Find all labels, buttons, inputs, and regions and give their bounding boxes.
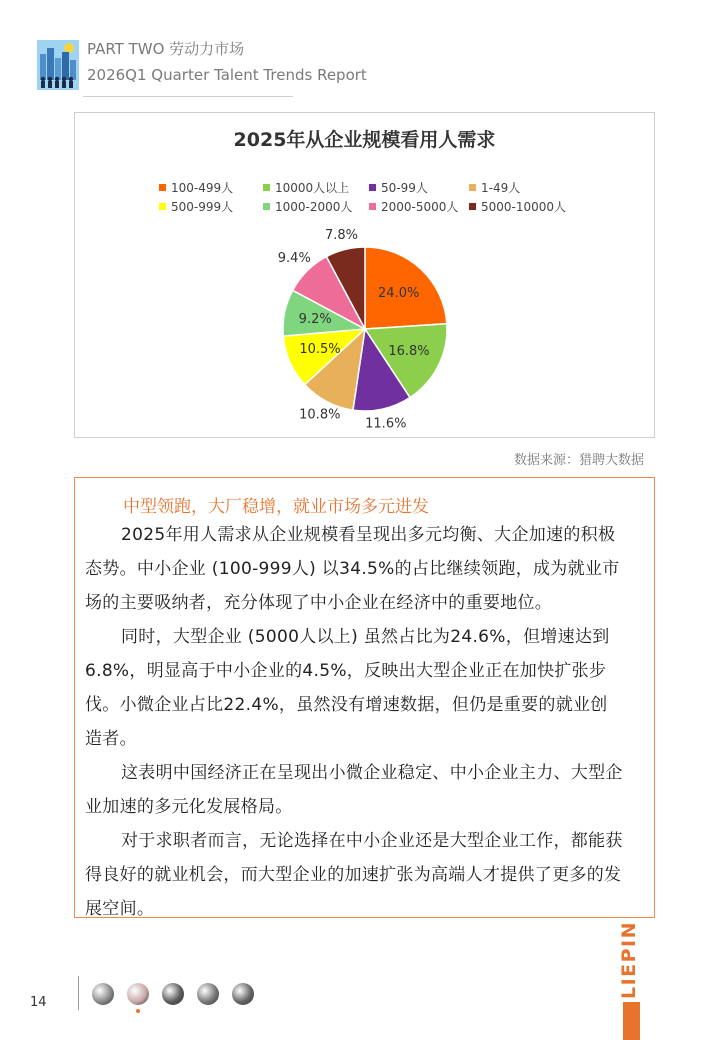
legend-label: 5000-10000人 bbox=[481, 200, 567, 214]
world-map-icon[interactable] bbox=[197, 983, 219, 1005]
brand-bar bbox=[623, 1002, 640, 1040]
section-label: PART TWO 劳动力市场 bbox=[87, 40, 245, 58]
paragraph-line: 同时，大型企业 (5000人以上) 虽然占比为24.6%，但增速达到 bbox=[121, 627, 610, 647]
footer-divider bbox=[78, 976, 79, 1010]
paragraph-line: 业加速的多元化发展格局。 bbox=[85, 797, 293, 817]
pie-chart bbox=[75, 113, 656, 439]
building-icon[interactable] bbox=[162, 983, 184, 1005]
active-indicator bbox=[136, 1009, 140, 1013]
textbox-heading: 中型领跑，大厂稳增，就业市场多元进发 bbox=[123, 497, 429, 517]
chart-title: 2025年从企业规模看用人需求 bbox=[233, 129, 496, 151]
brand-logo bbox=[618, 920, 640, 1000]
legend-label: 10000人以上 bbox=[275, 181, 350, 195]
paragraph-line: 6.8%，明显高于中小企业的4.5%，反映出大型企业正在加快扩张步 bbox=[85, 661, 607, 681]
pie-data-label: 9.4% bbox=[277, 251, 311, 267]
data-source: 数据来源：猎聘大数据 bbox=[513, 453, 644, 468]
paragraph-line: 态势。中小企业 (100-999人) 以34.5%的占比继续领跑，成为就业市 bbox=[85, 559, 620, 579]
legend-label: 100-499人 bbox=[171, 181, 234, 195]
legend-label: 50-99人 bbox=[381, 181, 428, 195]
brand-text: LIEPIN bbox=[618, 920, 640, 1000]
legend-label: 500-999人 bbox=[171, 200, 234, 214]
pie-data-label: 16.8% bbox=[388, 344, 430, 359]
paragraph-line: 得良好的就业机会，而大型企业的加速扩张为高端人才提供了更多的发 bbox=[85, 865, 622, 885]
header-divider bbox=[83, 96, 293, 97]
pie-data-label: 10.5% bbox=[299, 341, 341, 357]
report-title: 2026Q1 Quarter Talent Trends Report bbox=[87, 66, 367, 84]
paragraph-line: 展空间。 bbox=[85, 899, 155, 919]
pie-data-label: 11.6% bbox=[365, 416, 407, 432]
globe-icon[interactable] bbox=[92, 983, 114, 1005]
pie-data-label: 10.8% bbox=[299, 407, 341, 423]
paragraph-line: 伐。小微企业占比22.4%，虽然没有增速数据，但仍是重要的就业创 bbox=[85, 695, 608, 715]
analysis-textbox bbox=[74, 477, 655, 918]
person-icon[interactable] bbox=[127, 983, 149, 1005]
city-skyline-logo-icon bbox=[37, 40, 79, 90]
legend-label: 1000-2000人 bbox=[275, 200, 353, 214]
paragraph-line: 2025年用人需求从企业规模看呈现出多元均衡、大企加速的积极 bbox=[121, 525, 616, 545]
page-number: 14 bbox=[30, 995, 47, 1010]
legend-label: 2000-5000人 bbox=[381, 200, 459, 214]
paragraph-line: 造者。 bbox=[85, 729, 137, 749]
pie-chart-panel bbox=[74, 112, 655, 438]
pie-data-label: 7.8% bbox=[324, 228, 359, 244]
legend-label: 1-49人 bbox=[481, 181, 521, 195]
paragraph-line: 对于求职者而言，无论选择在中小企业还是大型企业工作，都能获 bbox=[121, 831, 623, 851]
paragraph-line: 场的主要吸纳者，充分体现了中小企业在经济中的重要地位。 bbox=[85, 593, 553, 613]
paragraph-line: 这表明中国经济正在呈现出小微企业稳定、中小企业主力、大型企 bbox=[121, 763, 623, 783]
pie-data-label: 9.2% bbox=[298, 311, 332, 327]
pie-data-label: 24.0% bbox=[378, 286, 420, 302]
earth-icon[interactable] bbox=[232, 983, 254, 1005]
